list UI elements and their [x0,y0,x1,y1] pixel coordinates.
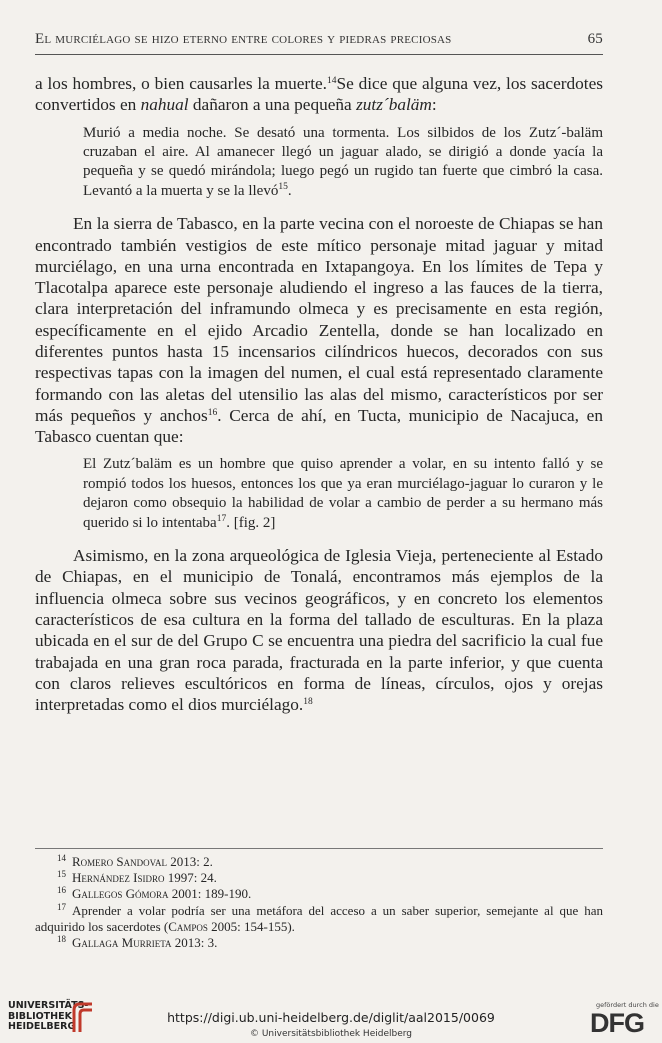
viewer-footer [0,995,662,1043]
university-library-logo[interactable]: UNIVERSITÄTS- BIBLIOTHEK HEIDELBERG [8,1001,88,1033]
footnote-ref-18[interactable]: 18 [303,697,313,708]
block-quote-2: El Zutz´baläm es un hombre que quiso aprender a volar, en su intento falló y se rompió todos los huesos, entonces los que ya eran murciélago-jaguar lo curaron y le dejaron como obsequio la habilidad de volar a cambio de perder a su hermano más querido si lo intentaba$^{17}$. [fig. 2] [83,456,603,531]
running-title: El murciélago se hizo eterno entre colores y piedras preciosas [35,31,452,47]
funder-label: gefördert durch die [596,1001,659,1009]
page-number: 65 [587,31,603,47]
copyright-notice: © Universitätsbibliothek Heidelberg [249,1029,412,1039]
footnotes [35,848,603,951]
footnote-ref-16[interactable]: 16 [207,407,218,418]
footnote-15: $^{15}$ Hernández Isidro 1997: 24. [57,869,217,886]
paragraph-2: En la sierra de Tabasco, en la parte vecina con el noroeste de Chiapas se han encontrado también vestigios de este mítico personaje mitad jaguar y mitad murciélago, en una urna encontrada en Ixtapangoya. En los límites de Tepa y Tlacotalpa aparece este personaje aludiendo el ingreso a las fauces de la tierra, clara interpretación del inframundo olmeca y es precisamente en esta región, específicamente en el ejido Arcadio Zentella, donde se han localizado en diferentes puntos hasta 15 incensarios cilíndricos huecos, decorados con sus respectivas tapas con la imagen del numen, el cual está representado claramente formando con las aletas del utensilio las alas del mismo, característicos por ser más pequeños y anchos$^{16}$. Cerca de ahí, en Tucta, municipio de Nacajuca, en Tabasco cuentan que: [35,214,603,447]
block-quote-1: Murió a media noche. Se desató una tormenta. Los silbidos de los Zutz´-baläm cruzaban el aire. Al amanecer llegó un jaguar alado, se dirigió a donde yacía la pequeña y se quedó mirándola; luego pegó un rugido tan fuerte que cimbró la casa. Levantó a la muerta y se la llevó$^{15}$. [83,124,603,199]
body-text [35,73,603,715]
footnote-14: $^{14}$ Romero Sandoval 2013: 2. [57,853,213,869]
footnote-18: $^{18}$ Gallaga Murrieta 2013: 3. [57,934,218,951]
footnote-ref-15[interactable]: 15 [278,181,288,192]
footnote-16: $^{16}$ Gallegos Gómora 2001: 189-190. [57,885,252,902]
footnote-17: $^{17}$ Aprender a volar podría ser una metáfora del acceso a un saber superior, semejante al que han adquirido los sacerdotes (Campos 2005: 154-155). [35,901,603,934]
header-rule [35,54,603,55]
permalink-url[interactable]: https://digi.ub.uni-heidelberg.de/diglit/aal2015/0069 [167,1010,495,1025]
footnote-ref-14[interactable]: 14 [326,76,337,86]
running-head [35,31,603,48]
footnote-ref-17[interactable]: 17 [216,513,227,524]
paragraph-1: a los hombres, o bien causarles la muerte.$^{14}$Se dice que alguna vez, los sacerdotes convertidos en nahual dañaron a una pequeña zutz´baläm: [35,74,603,115]
dfg-logo[interactable]: DFG [590,1008,644,1038]
paragraph-3: Asimismo, en la zona arqueológica de Iglesia Vieja, perteneciente al Estado de Chiapas, en el municipio de Tonalá, encontramos más ejemplos de la influencia olmeca sobre sus vecinos geográficos, y en concreto los elementos característicos de esa cultura en la forma del tallado de esculturas. En la plaza ubicada en el sur de del Grupo C se encuentra una piedra del sacrificio la cual fue trabajada en una gran roca parada, fracturada en la parte inferior, y que cuenta con claros relieves escultóricos en forma de líneas, círculos, ojos y orejas interpretadas como el dios murciélago.$^{18}$ [35,546,603,715]
